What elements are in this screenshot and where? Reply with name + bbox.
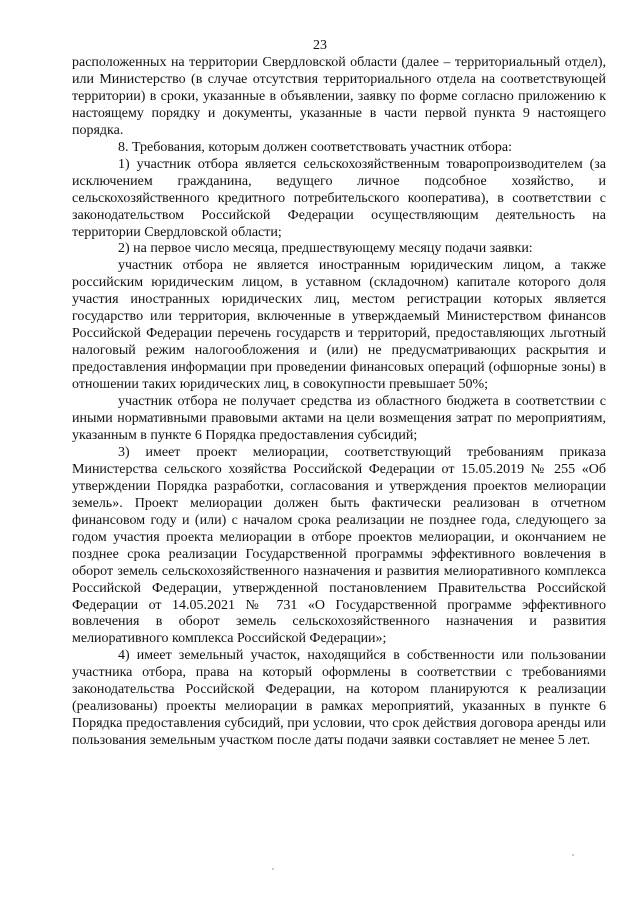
paragraph: участник отбора не получает средства из областного бюджета в соответствии с иными нормативными правовыми актами на цели возмещения затрат по мероприятиям, указанным в пункте 6 Порядка предоставления субсидий;: [72, 394, 606, 443]
paragraph: участник отбора не является иностранным юридическим лицом, а также российским юридическим лицом, в уставном (складочном) капитале которого доля участия иностранных юридических лиц, местом регистрации которых является государство или территория, включенные в утверждаемый Министерством финансов Российской Федерации перечень государств и территорий, предоставляющих льготный налоговый режим налогообложения и (или) не предусматривающих раскрытия и предоставления информации при проведении финансовых операций (офшорные зоны) в отношении таких юридических лиц, в совокупности превышает 50%;: [72, 258, 606, 393]
paragraph: 2) на первое число месяца, предшествующему месяцу подачи заявки:: [118, 241, 533, 257]
paragraph: 1) участник отбора является сельскохозяйственным товаропроизводителем (за исключением гражданина, ведущего личное подсобное хозяйство, и сельскохозяйственного кредитного потребительского кооператива), в соответствии с законодательством Российской Федерации осуществляющим деятельность на территории Свердловской области;: [72, 156, 606, 240]
scan-speck: [272, 868, 274, 870]
scan-speck: [572, 854, 574, 856]
paragraph: расположенных на территории Свердловской области (далее – территориальный отдел), или Министерство (в случае отсутствия территориального отдела на соответствующей территории) в сроки, указанные в объявлении, заявку по форме согласно приложению к настоящему порядку и документы, указанные в части первой пункта 9 настоящего порядка.: [72, 55, 606, 138]
paragraph: 3) имеет проект мелиорации, соответствующий требованиям приказа Министерства сельского хозяйства Российской Федерации от 15.05.2019 № 255 «Об утверждении Порядка разработки, согласования и утверждения проектов мелиорации земель». Проект мелиорации должен быть фактически реализован в отчетном финансовом году и (или) с началом срока реализации не позднее года, следующего за годом участия проекта мелиорации в отборе проектов мелиорации, и окончанием не позднее срока реализации Государственной программы эффективного вовлечения в оборот земель сельскохозяйственного назначения и развития мелиоративного комплекса Российской Федерации, утвержденной постановлением Правительства Российской Федерации от 14.05.2021 № 731 «О Государственной программе эффективного вовлечения в оборот земель сельскохозяйственного назначения и развития мелиоративного комплекса Российской Федерации»;: [72, 444, 606, 647]
document-body: [72, 55, 606, 750]
paragraph: 4) имеет земельный участок, находящийся в собственности или пользовании участника отбора, права на который оформлены в соответствии с требованиями законодательства Российской Федерации, на котором планируются к реализации (реализованы) проекты мелиорации в рамках мероприятий, указанных в пункте 6 Порядка предоставления субсидий, при условии, что срок действия договора аренды или пользования земельным участком после даты подачи заявки составляет не менее 5 лет.: [72, 648, 606, 749]
page-number: 23: [313, 38, 327, 53]
paragraph: 8. Требования, которым должен соответствовать участник отбора:: [118, 139, 512, 155]
